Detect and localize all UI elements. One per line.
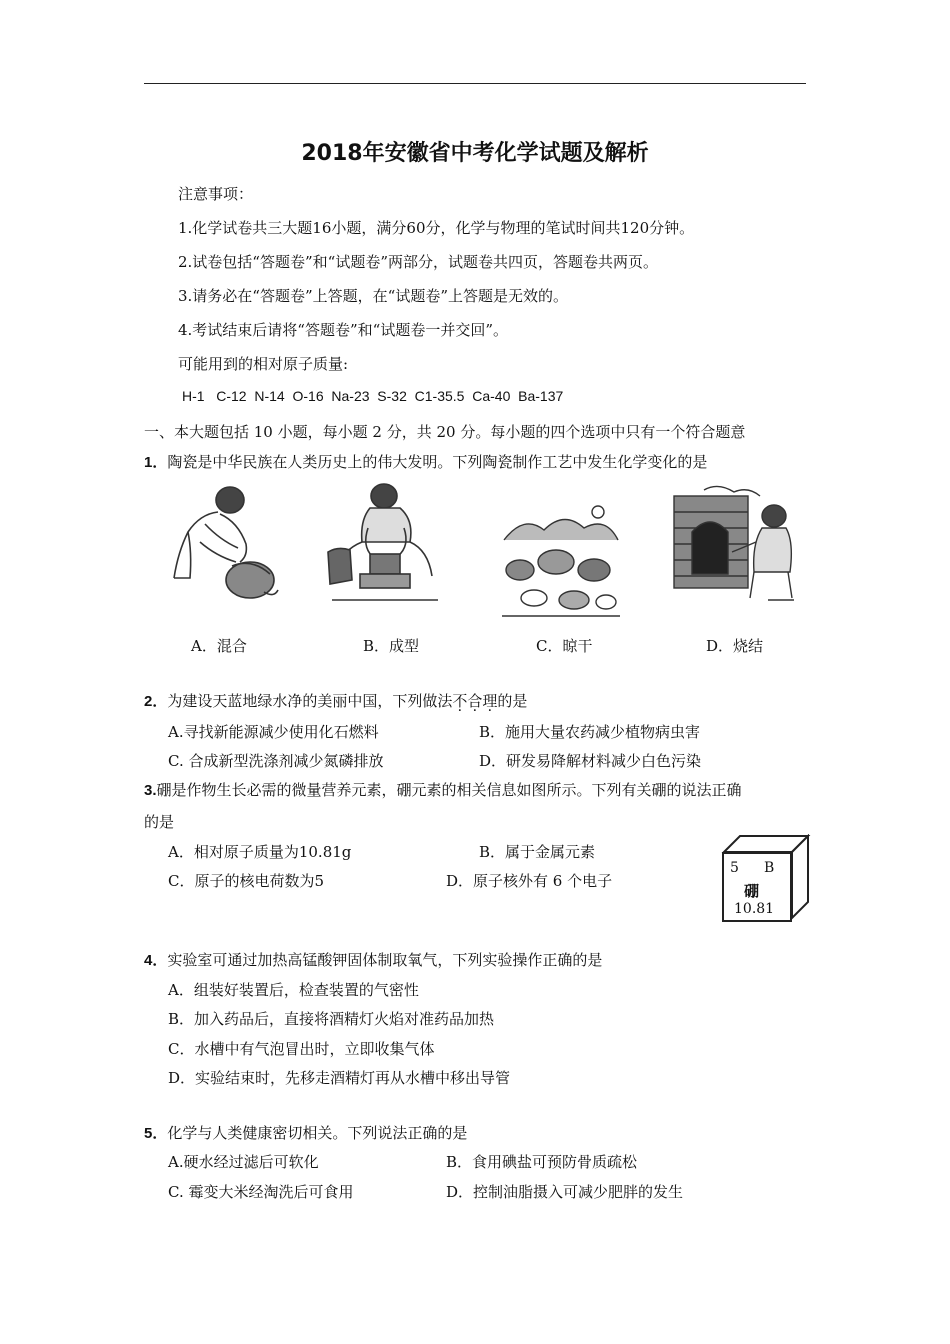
- question-number: 2．: [144, 693, 168, 710]
- question-number: 3.: [144, 782, 157, 799]
- question-number: 4．: [144, 952, 168, 969]
- mass-heading: 可能用到的相对原子质量:: [178, 355, 349, 373]
- boron-element-card: [722, 852, 792, 922]
- q3-option-a: A．相对原子质量为10.81g: [168, 843, 352, 861]
- q3-option-d: D．原子核外有 6 个电子: [446, 872, 613, 890]
- page-title: 2018年安徽省中考化学试题及解析: [301, 141, 649, 166]
- emphasis-char: 不: [452, 692, 468, 710]
- q1-option-d: D．烧结: [706, 637, 764, 655]
- note-item-4: 4.考试结束后请将“答题卷”和“试题卷一并交回”。: [178, 321, 508, 339]
- atomic-mass: 10.81: [734, 901, 775, 917]
- question-3-continued: 的是: [144, 813, 175, 831]
- question-text: 为建设天蓝地绿水净的美丽中国，下列做法: [167, 692, 453, 710]
- question-1: [144, 451, 707, 472]
- element-name: 硼: [744, 882, 760, 900]
- q1-option-c: C．晾干: [536, 637, 593, 655]
- note-item-2: 2.试卷包括“答题卷”和“试题卷”两部分，试题卷共四页，答题卷共两页。: [178, 253, 658, 271]
- q5-option-a: A.硬水经过滤后可软化: [168, 1153, 319, 1171]
- question-text: 化学与人类健康密切相关。下列说法正确的是: [167, 1124, 468, 1142]
- q4-option-c: C．水槽中有气泡冒出时，立即收集气体: [168, 1040, 435, 1058]
- q1-option-b: B．成型: [363, 637, 420, 655]
- sintering-illustration: [668, 482, 802, 606]
- section-one-heading: 一、本大题包括 10 小题，每小题 2 分，共 20 分。每小题的四个选项中只有一个符合题意: [144, 423, 746, 441]
- mixing-illustration: [160, 482, 280, 604]
- header-rule: [144, 83, 806, 84]
- question-2: [144, 690, 527, 711]
- note-item-1: 1.化学试卷共三大题16小题，满分60分，化学与物理的笔试时间共120分钟。: [178, 219, 695, 237]
- q2-option-b: B．施用大量农药减少植物病虫害: [479, 723, 701, 741]
- emphasis-char: 理: [482, 692, 498, 710]
- q4-option-a: A．组装好装置后，检查装置的气密性: [168, 981, 419, 999]
- atomic-masses: H-1 C-12 N-14 O-16 Na-23 S-32 C1-35.5 Ca-40 Ba-137: [182, 388, 564, 404]
- question-4: [144, 949, 602, 970]
- drying-illustration: [494, 500, 624, 622]
- note-item-3: 3.请务必在“答题卷”上答题，在“试题卷”上答题是无效的。: [178, 287, 568, 305]
- q2-option-c: C. 合成新型洗涤剂减少氮磷排放: [168, 752, 384, 770]
- element-symbol: B: [764, 860, 775, 876]
- question-text-end: 的是: [497, 692, 528, 710]
- question-text: 实验室可通过加热高锰酸钾固体制取氧气，下列实验操作正确的是: [167, 951, 603, 969]
- atomic-number: 5: [730, 860, 739, 876]
- q5-option-d: D．控制油脂摄入可减少肥胖的发生: [446, 1183, 684, 1201]
- q4-option-b: B．加入药品后，直接将酒精灯火焰对准药品加热: [168, 1010, 495, 1028]
- question-text: 陶瓷是中华民族在人类历史上的伟大发明。下列陶瓷制作工艺中发生化学变化的是: [167, 453, 708, 471]
- question-3: [144, 779, 742, 800]
- question-text: 硼是作物生长必需的微量营养元素，硼元素的相关信息如图所示。下列有关硼的说法正确: [156, 781, 742, 799]
- q3-option-b: B．属于金属元素: [479, 843, 596, 861]
- q5-option-c: C. 霉变大米经淘洗后可食用: [168, 1183, 354, 1201]
- q1-option-a: A．混合: [191, 637, 247, 655]
- q3-option-c: C．原子的核电荷数为5: [168, 872, 325, 890]
- shaping-illustration: [322, 480, 442, 608]
- q4-option-d: D．实验结束时，先移走酒精灯再从水槽中移出导管: [168, 1069, 511, 1087]
- q5-option-b: B．食用碘盐可预防骨质疏松: [446, 1153, 638, 1171]
- notes-heading: 注意事项：: [178, 185, 254, 203]
- q2-option-a: A.寻找新能源减少使用化石燃料: [168, 723, 379, 741]
- question-5: [144, 1122, 467, 1143]
- question-number: 1．: [144, 454, 168, 471]
- q2-option-d: D．研发易降解材料减少白色污染: [479, 752, 702, 770]
- question-number: 5．: [144, 1125, 168, 1142]
- emphasis-char: 合: [467, 692, 483, 710]
